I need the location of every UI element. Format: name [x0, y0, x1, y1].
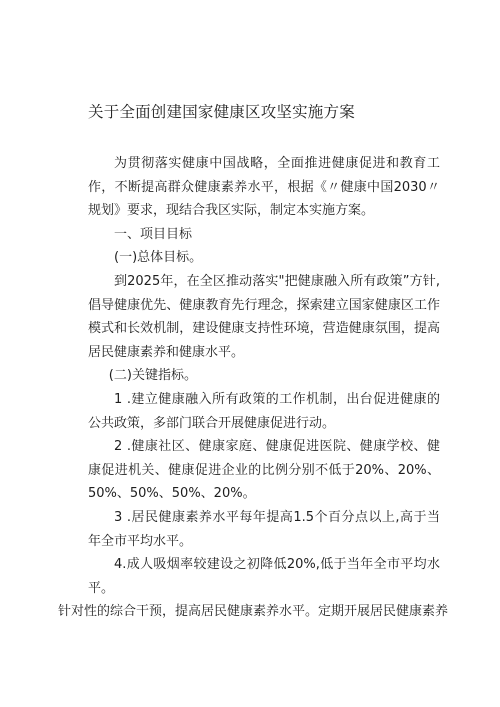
indicator-item-1: 1 .建立健康融入所有政策的工作机制，出台促进健康的公共政策，多部门联合开展健康促进行动。: [88, 391, 440, 431]
indicator-item-3: 3 .居民健康素养水平每年提高1.5个百分点以上,高于当年全市平均水平。: [88, 509, 440, 549]
paragraph-continuation: 针对性的综合干预，提高居民健康素养水平。定期开展居民健康素养: [58, 604, 449, 620]
document-title: 关于全面创建国家健康区攻坚实施方案: [88, 103, 355, 121]
document-body: [58, 152, 449, 624]
paragraph-intro: 为贯彻落实健康中国战略，全面推进健康促进和教育工作，不断提高群众健康素养水平，根据《〃健康中国2030〃规划》要求，现结合我区实际，制定本实施方案。: [88, 156, 440, 219]
indicator-item-2: 2 .健康社区、健康家庭、健康促进医院、健康学校、健康促进机关、健康促进企业的比例分别不低于20%、20%、50%、50%、50%、20%。: [88, 439, 440, 502]
section-heading-project-goals: 一、项目目标: [114, 226, 193, 242]
indicator-item-4: 4.成人吸烟率较建设之初降低20%,低于当年全市平均水平。: [88, 557, 440, 596]
subheading-overall-goal: (一)总体目标。: [114, 250, 203, 266]
subheading-key-indicators: (二)关键指标。: [108, 368, 197, 384]
paragraph-overall-goal: 到2025年，在全区推动落实"把健康融入所有政策”方针,倡导健康优先、健康教育先行理念，探索建立国家健康区工作模式和长效机制，建设健康支持性环境，营造健康氛围，提高居民健康素养和健康水平。: [88, 273, 440, 360]
